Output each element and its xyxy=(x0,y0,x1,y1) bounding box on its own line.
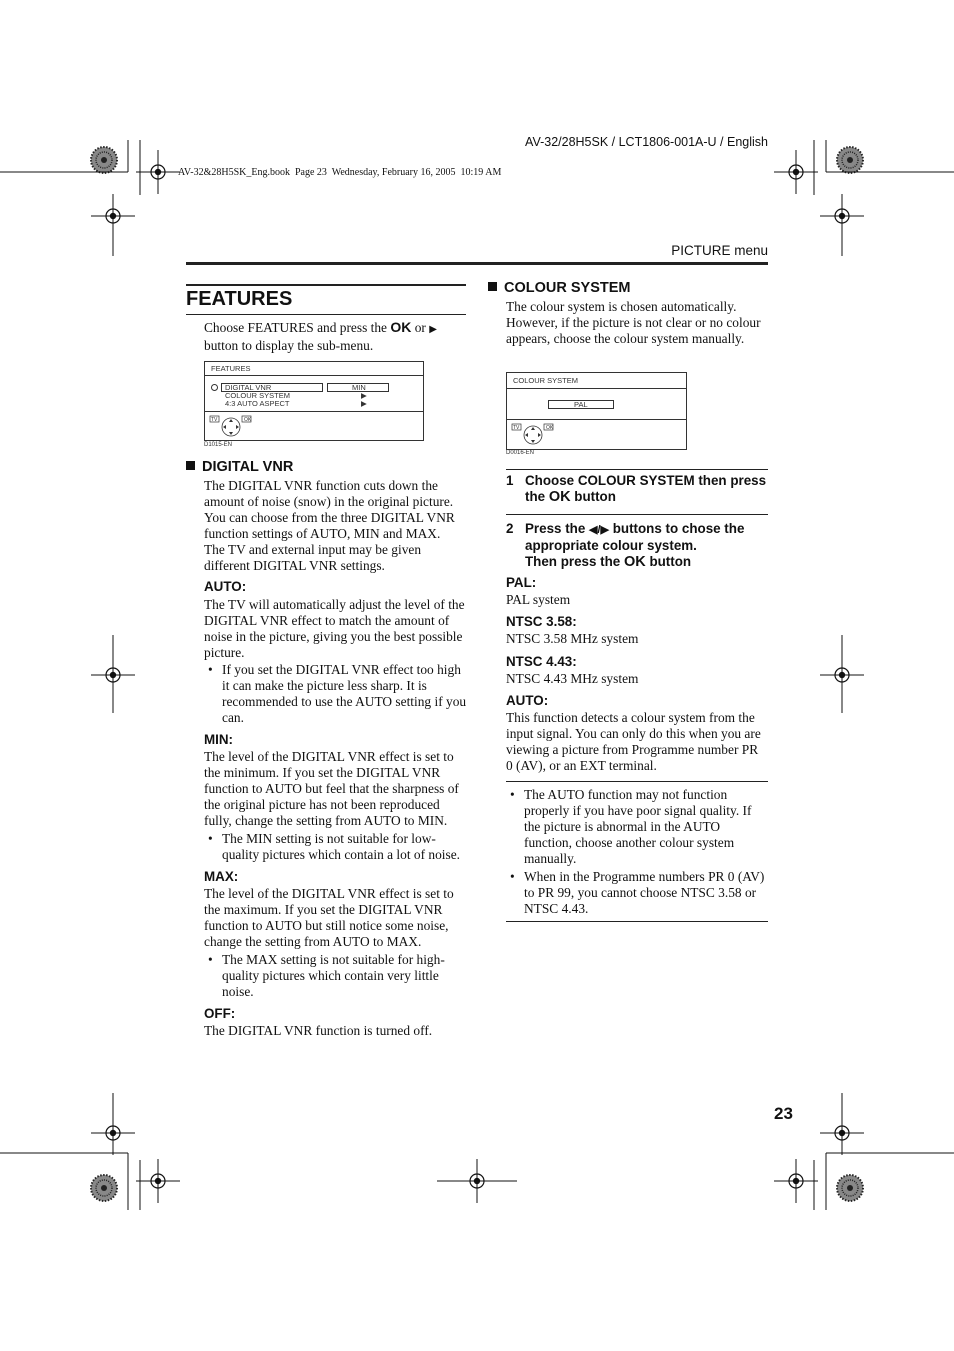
note-rule xyxy=(506,921,768,922)
section-heading xyxy=(186,459,293,475)
subheading-auto: AUTO: xyxy=(204,579,247,594)
step-text: button xyxy=(570,489,616,504)
osd-tv-label: TV xyxy=(513,425,520,431)
features-intro xyxy=(204,319,468,354)
features-under-rule xyxy=(186,314,466,315)
osd-divider xyxy=(205,375,423,376)
colour-system-intro: The colour system is chosen automatically. However, if the picture is not clear or no colour appears, choose the colour system manually. xyxy=(506,299,761,346)
osd-item-colour-system: COLOUR SYSTEM xyxy=(225,391,291,400)
subheading-ntsc443: NTSC 4.43: xyxy=(506,654,577,669)
bullet-item: • The MAX setting is not suitable for high-quality pictures which contain very little noise. xyxy=(204,952,468,1000)
subheading-min: MIN: xyxy=(204,732,234,747)
osd-divider xyxy=(507,388,686,389)
osd-title: COLOUR SYSTEM xyxy=(513,376,579,385)
subheading-ntsc358: NTSC 3.58: xyxy=(506,614,577,629)
bullet-item: • The MIN setting is not suitable for low-quality pictures which contain a lot of noise. xyxy=(204,831,468,863)
square-bullet-icon xyxy=(488,282,497,291)
book-info: AV-32&28H5SK_Eng.book Page 23 Wednesday, February 16, 2005 10:19 AM xyxy=(178,167,502,178)
paragraph: The TV and external input may be given different DIGITAL VNR settings. xyxy=(204,542,422,573)
subheading-max: MAX: xyxy=(204,869,239,884)
colour-system-osd xyxy=(506,372,687,450)
step-number: 1 xyxy=(506,473,514,488)
page-number: 23 xyxy=(774,1104,793,1123)
step-text: Choose COLOUR SYSTEM then press the xyxy=(525,473,767,504)
osd-divider xyxy=(507,419,686,420)
osd-caption: D0016-EN xyxy=(506,450,535,456)
square-bullet-icon xyxy=(186,461,195,470)
osd-divider xyxy=(205,411,423,412)
paragraph: The level of the DIGITAL VNR effect is set to the minimum. If you set the DIGITAL VNR function to AUTO but feel that the sharpness of the original picture has not been reproduced fully, change the setting from AUTO to MIN. xyxy=(204,749,459,828)
document-code: AV-32/28H5SK / LCT1806-001A-U / English xyxy=(525,135,768,149)
right-arrow-icon: ▶ xyxy=(429,324,437,335)
header-rule xyxy=(186,262,768,265)
ok-symbol: OK xyxy=(623,554,646,570)
osd-value-min: MIN xyxy=(352,383,366,392)
intro-text: Choose FEATURES and press the xyxy=(204,320,391,335)
osd-caption: D1015-EN xyxy=(204,442,233,448)
left-right-arrow-icon: ◀/▶ xyxy=(589,524,609,536)
notes xyxy=(506,787,768,917)
intro-text-2: or xyxy=(411,320,430,335)
osd-tv-label: TV xyxy=(211,417,218,423)
osd-item-digital-vnr: DIGITAL VNR xyxy=(225,383,272,392)
bullet-item: • When in the Programme numbers PR 0 (AV) to PR 99, you cannot choose NTSC 3.58 or NTSC 4.43. xyxy=(506,869,768,917)
paragraph: The TV will automatically adjust the level of the DIGITAL VNR effect to match the amount of noise in the picture, giving you the best possible picture. xyxy=(204,597,465,660)
paragraph: The level of the DIGITAL VNR effect is set to the maximum. If you set the DIGITAL VNR function to AUTO but still notice some noise, change the setting from AUTO to MAX. xyxy=(204,886,454,949)
subheading-auto: AUTO: xyxy=(506,693,549,708)
bullet-item: • The AUTO function may not function properly if you have poor signal quality. If the picture is abnormal in the AUTO function, choose another colour system manually. xyxy=(506,787,768,867)
step-text: Then press the xyxy=(525,554,624,569)
step-text: Press the xyxy=(525,521,590,536)
osd-ok-label: OK xyxy=(244,417,252,423)
page-title: FEATURES xyxy=(186,288,293,310)
step-text: buttons to chose the appropriate colour system. xyxy=(525,521,745,553)
subheading-pal: PAL: xyxy=(506,575,537,590)
section-title: PICTURE menu xyxy=(671,243,768,258)
ok-symbol: OK xyxy=(390,319,412,335)
osd-ok-label: OK xyxy=(546,425,554,431)
section-heading xyxy=(488,280,630,296)
step-rule xyxy=(506,514,768,515)
colour-options xyxy=(506,575,768,774)
step-rule xyxy=(506,469,768,470)
paragraph: The DIGITAL VNR function cuts down the amount of noise (snow) in the original picture. You can choose from the three DIGITAL VNR function settings of AUTO, MIN and MAX. xyxy=(204,478,455,541)
heading-text: COLOUR SYSTEM xyxy=(504,280,631,296)
osd-arrow-icon: ▶ xyxy=(361,399,367,408)
note-rule xyxy=(506,781,768,782)
osd-item-aspect: 4:3 AUTO ASPECT xyxy=(225,399,290,408)
heading-text: DIGITAL VNR xyxy=(202,459,294,475)
intro-text-3: button to display the sub-menu. xyxy=(204,338,374,353)
paragraph: The DIGITAL VNR function is turned off. xyxy=(204,1023,433,1038)
step-2 xyxy=(506,521,768,570)
osd-title: FEATURES xyxy=(211,364,251,373)
osd-radio-icon xyxy=(211,384,218,391)
paragraph: NTSC 4.43 MHz system xyxy=(506,671,639,686)
osd-value-pal: PAL xyxy=(574,400,588,409)
step-1 xyxy=(506,473,768,505)
step-number: 2 xyxy=(506,521,514,536)
paragraph: This function detects a colour system from the input signal. You can only do this when you are viewing a picture from Programme number PR 0 (AV), or an EXT terminal. xyxy=(506,710,761,773)
step-text: button xyxy=(645,554,692,569)
bullet-item: • If you set the DIGITAL VNR effect too high it can make the picture less sharp. It is recommended to use the AUTO setting if you can. xyxy=(204,662,468,726)
ok-symbol: OK xyxy=(548,489,571,505)
digital-vnr-body xyxy=(204,478,468,1039)
osd-arrow-icon: ▶ xyxy=(361,391,367,400)
paragraph: NTSC 3.58 MHz system xyxy=(506,631,639,646)
paragraph: PAL system xyxy=(506,592,571,607)
subheading-off: OFF: xyxy=(204,1006,236,1021)
features-title-rule xyxy=(186,284,466,286)
features-osd xyxy=(204,361,424,441)
